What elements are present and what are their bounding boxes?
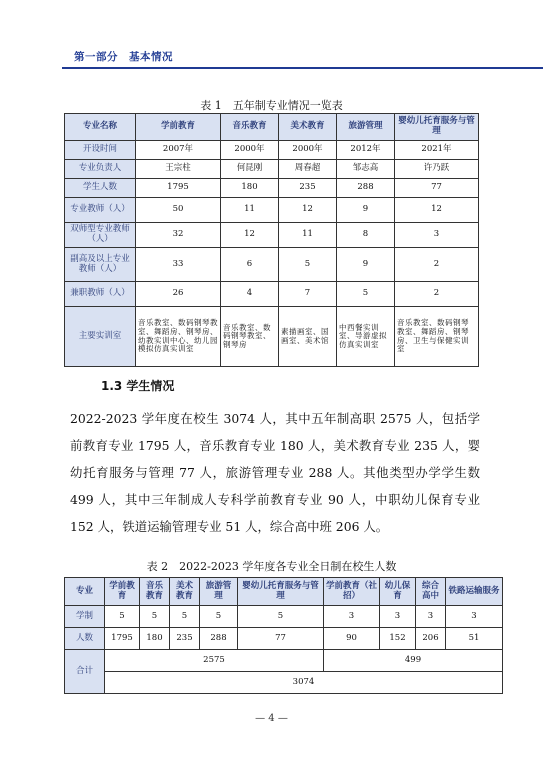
table-row <box>65 198 479 223</box>
table-cell: 2000年 <box>279 141 337 160</box>
table-cell: 3 <box>380 606 416 628</box>
total-label: 合计 <box>65 650 105 694</box>
page-header <box>0 0 543 70</box>
table-cell: 3 <box>446 606 503 628</box>
table-row <box>65 650 503 672</box>
table-cell: 音乐教室、数码钢琴教室、钢琴房 <box>221 307 279 367</box>
table-cell: 5 <box>140 606 170 628</box>
table-row <box>65 628 503 650</box>
table2-header: 学前教育（社招） <box>324 578 380 606</box>
table-cell: 9 <box>337 198 395 223</box>
section-title: 1.3 学生情况 <box>101 379 175 393</box>
table-cell: 77 <box>395 179 479 198</box>
table1 <box>64 113 479 367</box>
table-cell: 音乐教室、数码钢琴教室、舞蹈房、钢琴房、卫生与保健实训室 <box>395 307 479 367</box>
table-cell: 12 <box>395 198 479 223</box>
table1-header: 专业名称 <box>65 114 136 141</box>
table-cell: 206 <box>416 628 446 650</box>
table-cell: 5 <box>238 606 324 628</box>
table2-header: 音乐教育 <box>140 578 170 606</box>
table2-header: 幼儿保育 <box>380 578 416 606</box>
table-cell: 235 <box>279 179 337 198</box>
table-cell: 11 <box>221 198 279 223</box>
table-cell: 5 <box>170 606 200 628</box>
table2-header: 美术教育 <box>170 578 200 606</box>
row-label: 副高及以上专业教师（人） <box>65 248 136 282</box>
row-label: 开设时间 <box>65 141 136 160</box>
row-label: 兼职教师（人） <box>65 282 136 307</box>
table-cell: 9 <box>337 248 395 282</box>
table1-header: 音乐教育 <box>221 114 279 141</box>
grand-total: 3074 <box>105 672 503 694</box>
table-cell: 2012年 <box>337 141 395 160</box>
table-cell: 288 <box>200 628 238 650</box>
row-label: 双师型专业教师（人） <box>65 223 136 248</box>
table1-caption: 表 1 五年制专业情况一览表 <box>200 99 343 112</box>
table-row <box>65 179 479 198</box>
table-cell: 7 <box>279 282 337 307</box>
table-cell: 音乐教室、数码钢琴教室、舞蹈房、钢琴房、幼教实训中心、幼儿园模拟仿真实训室 <box>136 307 221 367</box>
table-cell: 邹志高 <box>337 160 395 179</box>
header-rule <box>62 67 543 69</box>
table-cell: 1795 <box>105 628 140 650</box>
table-row <box>65 282 479 307</box>
table-cell: 2 <box>395 282 479 307</box>
table2-header: 旅游管理 <box>200 578 238 606</box>
table-cell: 王宗柱 <box>136 160 221 179</box>
table-cell: 180 <box>221 179 279 198</box>
table-cell: 33 <box>136 248 221 282</box>
table-cell: 90 <box>324 628 380 650</box>
table1-header: 旅游管理 <box>337 114 395 141</box>
table2-header: 铁路运输服务 <box>446 578 503 606</box>
section-paragraph: 2022-2023 学年度在校生 3074 人，其中五年制高职 2575 人，包括学前教育专业 1795 人，音乐教育专业 180 人，美术教育专业 235 人，婴幼托育服务与管理 77 人，旅游管理专业 288 人。其他类型办学学生数 499 人，其中三年制成人专科学前教育专业 90 人，中职幼儿保育专业 152 人，铁道运输管理专业 51 人，综合高中班 206 人。 <box>70 411 480 534</box>
table-cell: 288 <box>337 179 395 198</box>
table-cell: 5 <box>105 606 140 628</box>
table-cell: 235 <box>170 628 200 650</box>
header-title: 第一部分 基本情况 <box>74 51 173 63</box>
table-cell: 3 <box>395 223 479 248</box>
row-label: 专业负责人 <box>65 160 136 179</box>
table-cell: 26 <box>136 282 221 307</box>
table-cell: 2021年 <box>395 141 479 160</box>
table2 <box>64 577 503 694</box>
subtotal-five-year: 2575 <box>105 650 324 672</box>
row-label: 学生人数 <box>65 179 136 198</box>
page-number: — 4 — <box>255 713 288 724</box>
table1-header-row <box>65 114 479 141</box>
table-row <box>65 248 479 282</box>
table-cell: 何昆刚 <box>221 160 279 179</box>
table-row <box>65 141 479 160</box>
table-cell: 许乃跃 <box>395 160 479 179</box>
table-cell: 5 <box>279 248 337 282</box>
table1-header: 学前教育 <box>136 114 221 141</box>
table-cell: 51 <box>446 628 503 650</box>
table-cell: 77 <box>238 628 324 650</box>
table-row <box>65 160 479 179</box>
row-label: 学制 <box>65 606 105 628</box>
table-row <box>65 223 479 248</box>
table2-header-row <box>65 578 503 606</box>
table-cell: 2007年 <box>136 141 221 160</box>
table-cell: 4 <box>221 282 279 307</box>
table-cell: 5 <box>200 606 238 628</box>
table2-header: 学前教育 <box>105 578 140 606</box>
row-label: 人数 <box>65 628 105 650</box>
table-cell: 3 <box>324 606 380 628</box>
row-label: 主要实训室 <box>65 307 136 367</box>
table2-header: 婴幼儿托育服务与管理 <box>238 578 324 606</box>
table-cell: 2 <box>395 248 479 282</box>
table-cell: 6 <box>221 248 279 282</box>
table-cell: 1795 <box>136 179 221 198</box>
table-row <box>65 606 503 628</box>
table-cell: 12 <box>221 223 279 248</box>
table-cell: 素描画室、国画室、美术馆 <box>279 307 337 367</box>
table-cell: 32 <box>136 223 221 248</box>
table-cell: 11 <box>279 223 337 248</box>
table-cell: 中西餐实训室、导游虚拟仿真实训室 <box>337 307 395 367</box>
table-cell: 2000年 <box>221 141 279 160</box>
table1-header: 婴幼儿托育服务与管理 <box>395 114 479 141</box>
table-cell: 5 <box>337 282 395 307</box>
row-label: 专业教师（人） <box>65 198 136 223</box>
subtotal-other: 499 <box>324 650 503 672</box>
table-row <box>65 672 503 694</box>
table1-header: 美术教育 <box>279 114 337 141</box>
table-cell: 8 <box>337 223 395 248</box>
table-cell: 周春超 <box>279 160 337 179</box>
table2-header: 专业 <box>65 578 105 606</box>
table2-header: 综合高中 <box>416 578 446 606</box>
table-cell: 50 <box>136 198 221 223</box>
table-row <box>65 307 479 367</box>
table-cell: 3 <box>416 606 446 628</box>
table2-caption: 表 2 2022-2023 学年度各专业全日制在校生人数 <box>146 560 397 573</box>
table-cell: 180 <box>140 628 170 650</box>
table-cell: 152 <box>380 628 416 650</box>
table-cell: 12 <box>279 198 337 223</box>
